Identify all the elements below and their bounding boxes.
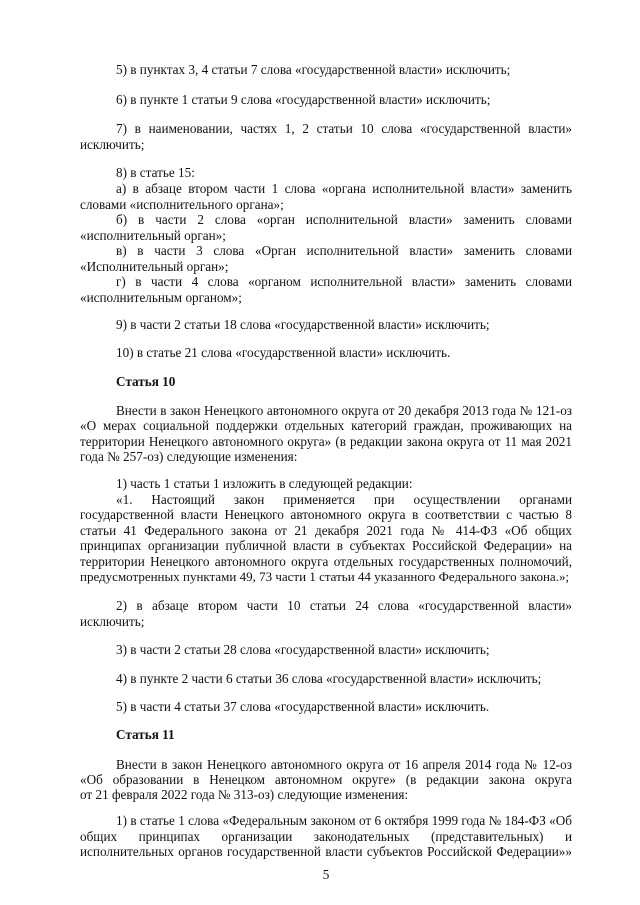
text-line: принципах организации публичной власти в субъектах Российской Федерации» на [80,538,572,553]
text-line: г) в части 4 слова «органом исполнительной власти» заменить словами [116,274,572,289]
page-number: 5 [322,867,330,882]
text-line: территории Ненецкого автономного округа» (в редакции закона округа от 11 мая 2021 [80,434,572,449]
text-line: от 21 февраля 2022 года № 313-оз) следующие изменения: [80,787,409,802]
text-line: предусмотренных пунктами 49, 73 части 1 статьи 44 указанного Федерального закона.»; [80,569,570,584]
text-line: 4) в пункте 2 части 6 статьи 36 слова «государственной власти» исключить; [116,671,542,686]
text-line: 2) в абзаце втором части 10 статьи 24 слова «государственной власти» [116,598,572,613]
text-line: в) в части 3 слова «Орган исполнительной власти» заменить словами [116,243,572,258]
text-line: исполнительных органов государственной власти субъектов Российской Федерации»» [80,844,572,859]
text-line: общих принципах организации законодательных (представительных) и [80,829,572,844]
text-line: 8) в статье 15: [116,165,195,180]
text-line: «Об образовании в Ненецком автономном округе» (в редакции закона округа [80,772,572,787]
article-heading: Статья 11 [116,727,175,742]
document-page [80,0,572,905]
text-line: «исполнительный орган»; [80,228,226,243]
text-line: 9) в части 2 статьи 18 слова «государственной власти» исключить; [116,317,490,332]
text-line: государственной власти Ненецкого автономного округа в соответствии с частью 8 [80,507,572,522]
text-line: 10) в статье 21 слова «государственной власти» исключить. [116,345,451,360]
text-line: года № 257-оз) следующие изменения: [80,449,298,464]
text-line: 5) в пунктах 3, 4 статьи 7 слова «государственной власти» исключить; [116,62,511,77]
text-line: статьи 41 Федерального закона от 21 декабря 2021 года № 414-ФЗ «Об общих [80,523,572,538]
text-line: 6) в пункте 1 статьи 9 слова «государственной власти» исключить; [116,92,491,107]
text-line: словами «исполнительного органа»; [80,197,284,212]
text-line: Внести в закон Ненецкого автономного округа от 20 декабря 2013 года № 121-оз [116,403,572,418]
text-line: 1) в статье 1 слова «Федеральным законом от 6 октября 1999 года № 184-ФЗ «Об [116,813,572,828]
text-line: 3) в части 2 статьи 28 слова «государственной власти» исключить; [116,642,490,657]
text-line: территории Ненецкого автономного округа отдельных государственных полномочий, [80,554,572,569]
text-line: Внести в закон Ненецкого автономного округа от 16 апреля 2014 года № 12-оз [116,757,572,772]
text-line: «исполнительным органом»; [80,290,242,305]
text-line: исключить; [80,614,145,629]
text-line: «Исполнительный орган»; [80,259,229,274]
text-line: 5) в части 4 статьи 37 слова «государственной власти» исключить. [116,699,490,714]
article-heading: Статья 10 [116,374,176,389]
text-line: 1) часть 1 статьи 1 изложить в следующей редакции: [116,476,413,491]
text-line: б) в части 2 слова «орган исполнительной власти» заменить словами [116,212,572,227]
text-line: «1. Настоящий закон применяется при осуществлении органами [116,492,572,507]
text-line: исключить; [80,137,145,152]
text-line: 7) в наименовании, частях 1, 2 статьи 10 слова «государственной власти» [116,121,572,136]
text-line: а) в абзаце втором части 1 слова «органа исполнительной власти» заменить [116,181,572,196]
text-line: «О мерах социальной поддержки отдельных категорий граждан, проживающих на [80,418,572,433]
